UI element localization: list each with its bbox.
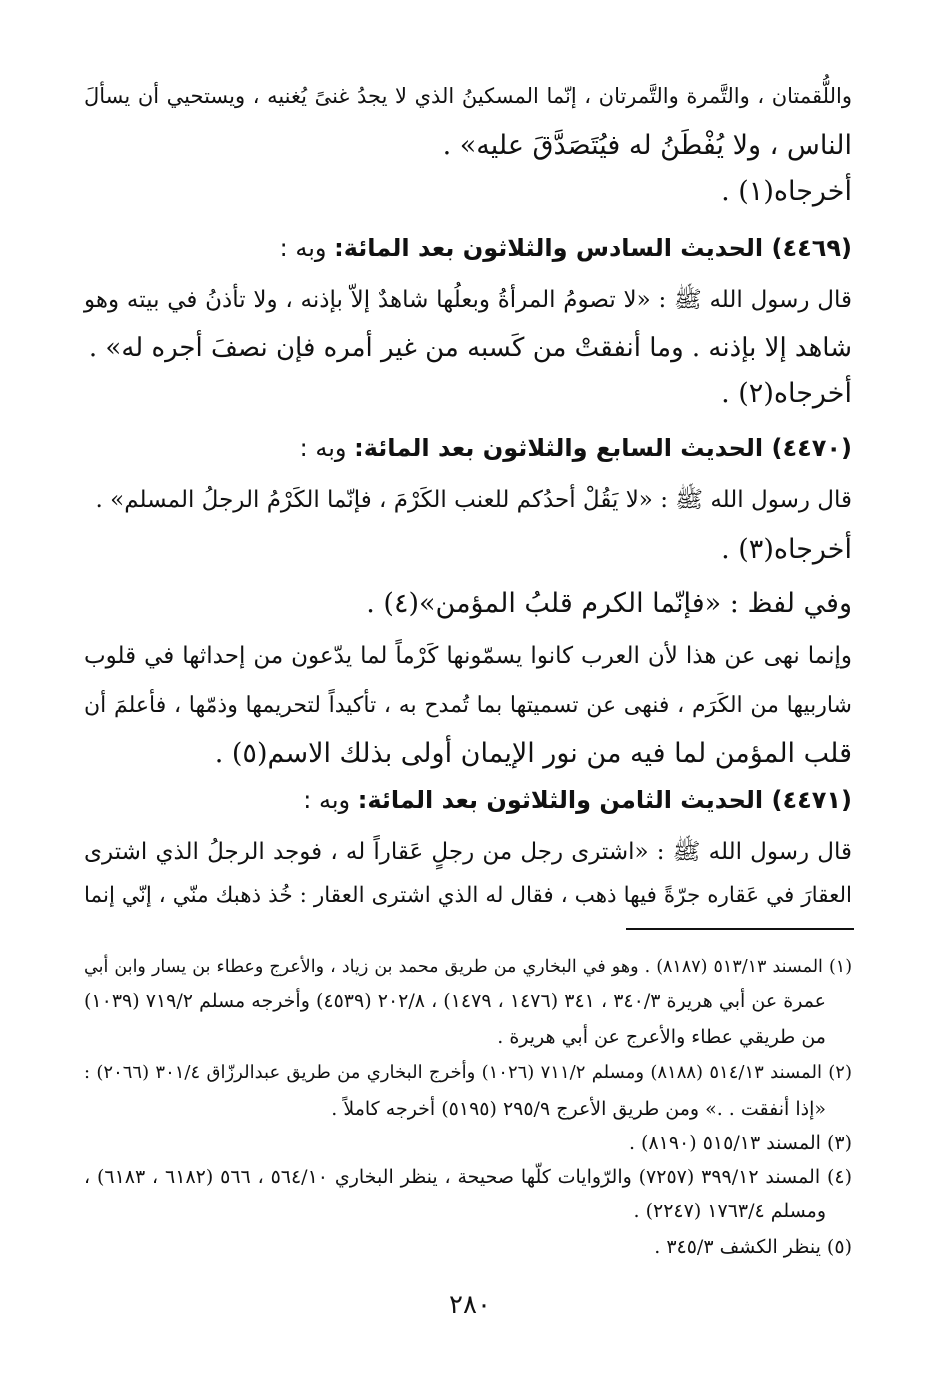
text-line: وفي لفظ : «فإنّما الكرم قلبُ المؤمن»(٤) . <box>366 588 852 619</box>
footnote-line: (٣) المسند ٥١٥/١٣ (٨١٩٠) . <box>628 1132 852 1154</box>
footnote-line: (٢) المسند ٥١٤/١٣ (٨١٨٨) ومسلم ٧١١/٢ (١٠٢٦) وأخرج البخاري من طريق عبدالرزّاق ٣٠١/٤ (٢٠٦٦) : <box>84 1062 852 1083</box>
footnote-line: ومسلم ١٧٦٣/٤ (٢٢٤٧) . <box>633 1200 826 1222</box>
footnote-line: من طريقي عطاء والأعرج عن أبي هريرة . <box>497 1026 826 1048</box>
hadith-heading-title: (٤٤٧١) الحديث الثامن والثلاثون بعد المائة: <box>357 786 852 814</box>
footnote-line: «إذا أنفقت . .» ومن طريق الأعرج ٢٩٥/٩ (٥١٩٥) أخرجه كاملاً . <box>331 1098 826 1120</box>
hadith-heading <box>84 428 852 468</box>
text-line: قال رسول الله ﷺ : «لا تصومُ المرأةُ وبعلُها شاهدٌ إلاّ بإذنه ، ولا تأذنُ في بيته وهو <box>84 287 852 313</box>
text-line: العقارَ في عَقاره جرّةً فيها ذهب ، فقال له الذي اشترى العقار : خُذ ذهبك منّي ، إنّي إنما <box>84 883 852 908</box>
hadith-heading <box>84 228 852 268</box>
text-line: أخرجاه(١) . <box>721 176 852 207</box>
text-line: قال رسول الله ﷺ : «اشترى رجل من رجلٍ عَقاراً له ، فوجد الرجلُ الذي اشترى <box>84 839 852 865</box>
text-line: الناس ، ولا يُفْطَنُ له فيُتَصَدَّقَ عليه» . <box>442 130 852 161</box>
text-line: وإنما نهى عن هذا لأن العرب كانوا يسمّونها كَرْماً لما يدّعون من إحداثها في قلوب <box>84 643 852 669</box>
hadith-heading-tail: وبه : <box>303 786 358 814</box>
footnote-separator <box>626 928 854 930</box>
footnote-line: عمرة عن أبي هريرة ٣٤٠/٣ ، ٣٤١ (١٤٧٦ ، ١٤٧٩) ، ٢٠٢/٨ (٤٥٣٩) وأخرجه مسلم ٧١٩/٢ (١٠٣٩) <box>84 990 827 1012</box>
hadith-heading-tail: وبه : <box>279 234 335 262</box>
text-line: شاهد إلا بإذنه . وما أنفقتْ من كَسبه من غير أمره فإن نصفَ أجره له» . <box>88 333 852 363</box>
hadith-heading <box>84 780 852 820</box>
hadith-heading-tail: وبه : <box>299 434 355 462</box>
hadith-heading-title: (٤٤٧٠) الحديث السابع والثلاثون بعد المائة: <box>354 434 852 462</box>
hadith-heading-title: (٤٤٦٩) الحديث السادس والثلاثون بعد المائة: <box>334 234 852 262</box>
page-number: ٢٨٠ <box>449 1290 491 1320</box>
text-line: شاربيها من الكَرَم ، فنهى عن تسميتها بما تُمدح به ، تأكيداً لتحريمها وذمّها ، فأعلمَ أن <box>84 693 852 718</box>
text-line: قلب المؤمن لما فيه من نور الإيمان أولى بذلك الاسم(٥) . <box>214 738 852 769</box>
text-line: واللُّقمتان ، والتَّمرة والتَّمرتان ، إنّما المسكينُ الذي لا يجدُ غنىً يُغنيه ، ويستحيي أن يسألَ <box>84 84 852 108</box>
footnote-line: (٤) المسند ٣٩٩/١٢ (٧٢٥٧) والرّوايات كلّها صحيحة ، ينظر البخاري ٥٦٤/١٠ ، ٥٦٦ (٦١٨٢ ، ٦١٨٣) ، <box>84 1166 853 1188</box>
footnote-line: (١) المسند ٥١٣/١٣ (٨١٨٧) . وهو في البخاري من طريق محمد بن زياد ، والأعرج وعطاء بن يسار وابن أبي <box>84 957 853 977</box>
text-line: أخرجاه(٣) . <box>721 534 852 565</box>
text-line: قال رسول الله ﷺ : «لا يَقُلْ أحدُكم للعنب الكَرْمَ ، فإنّما الكَرْمُ الرجلُ المسلم» . <box>95 487 852 513</box>
text-line: أخرجاه(٢) . <box>721 378 852 409</box>
footnote-line: (٥) ينظر الكشف ٣٤٥/٣ . <box>654 1236 852 1258</box>
